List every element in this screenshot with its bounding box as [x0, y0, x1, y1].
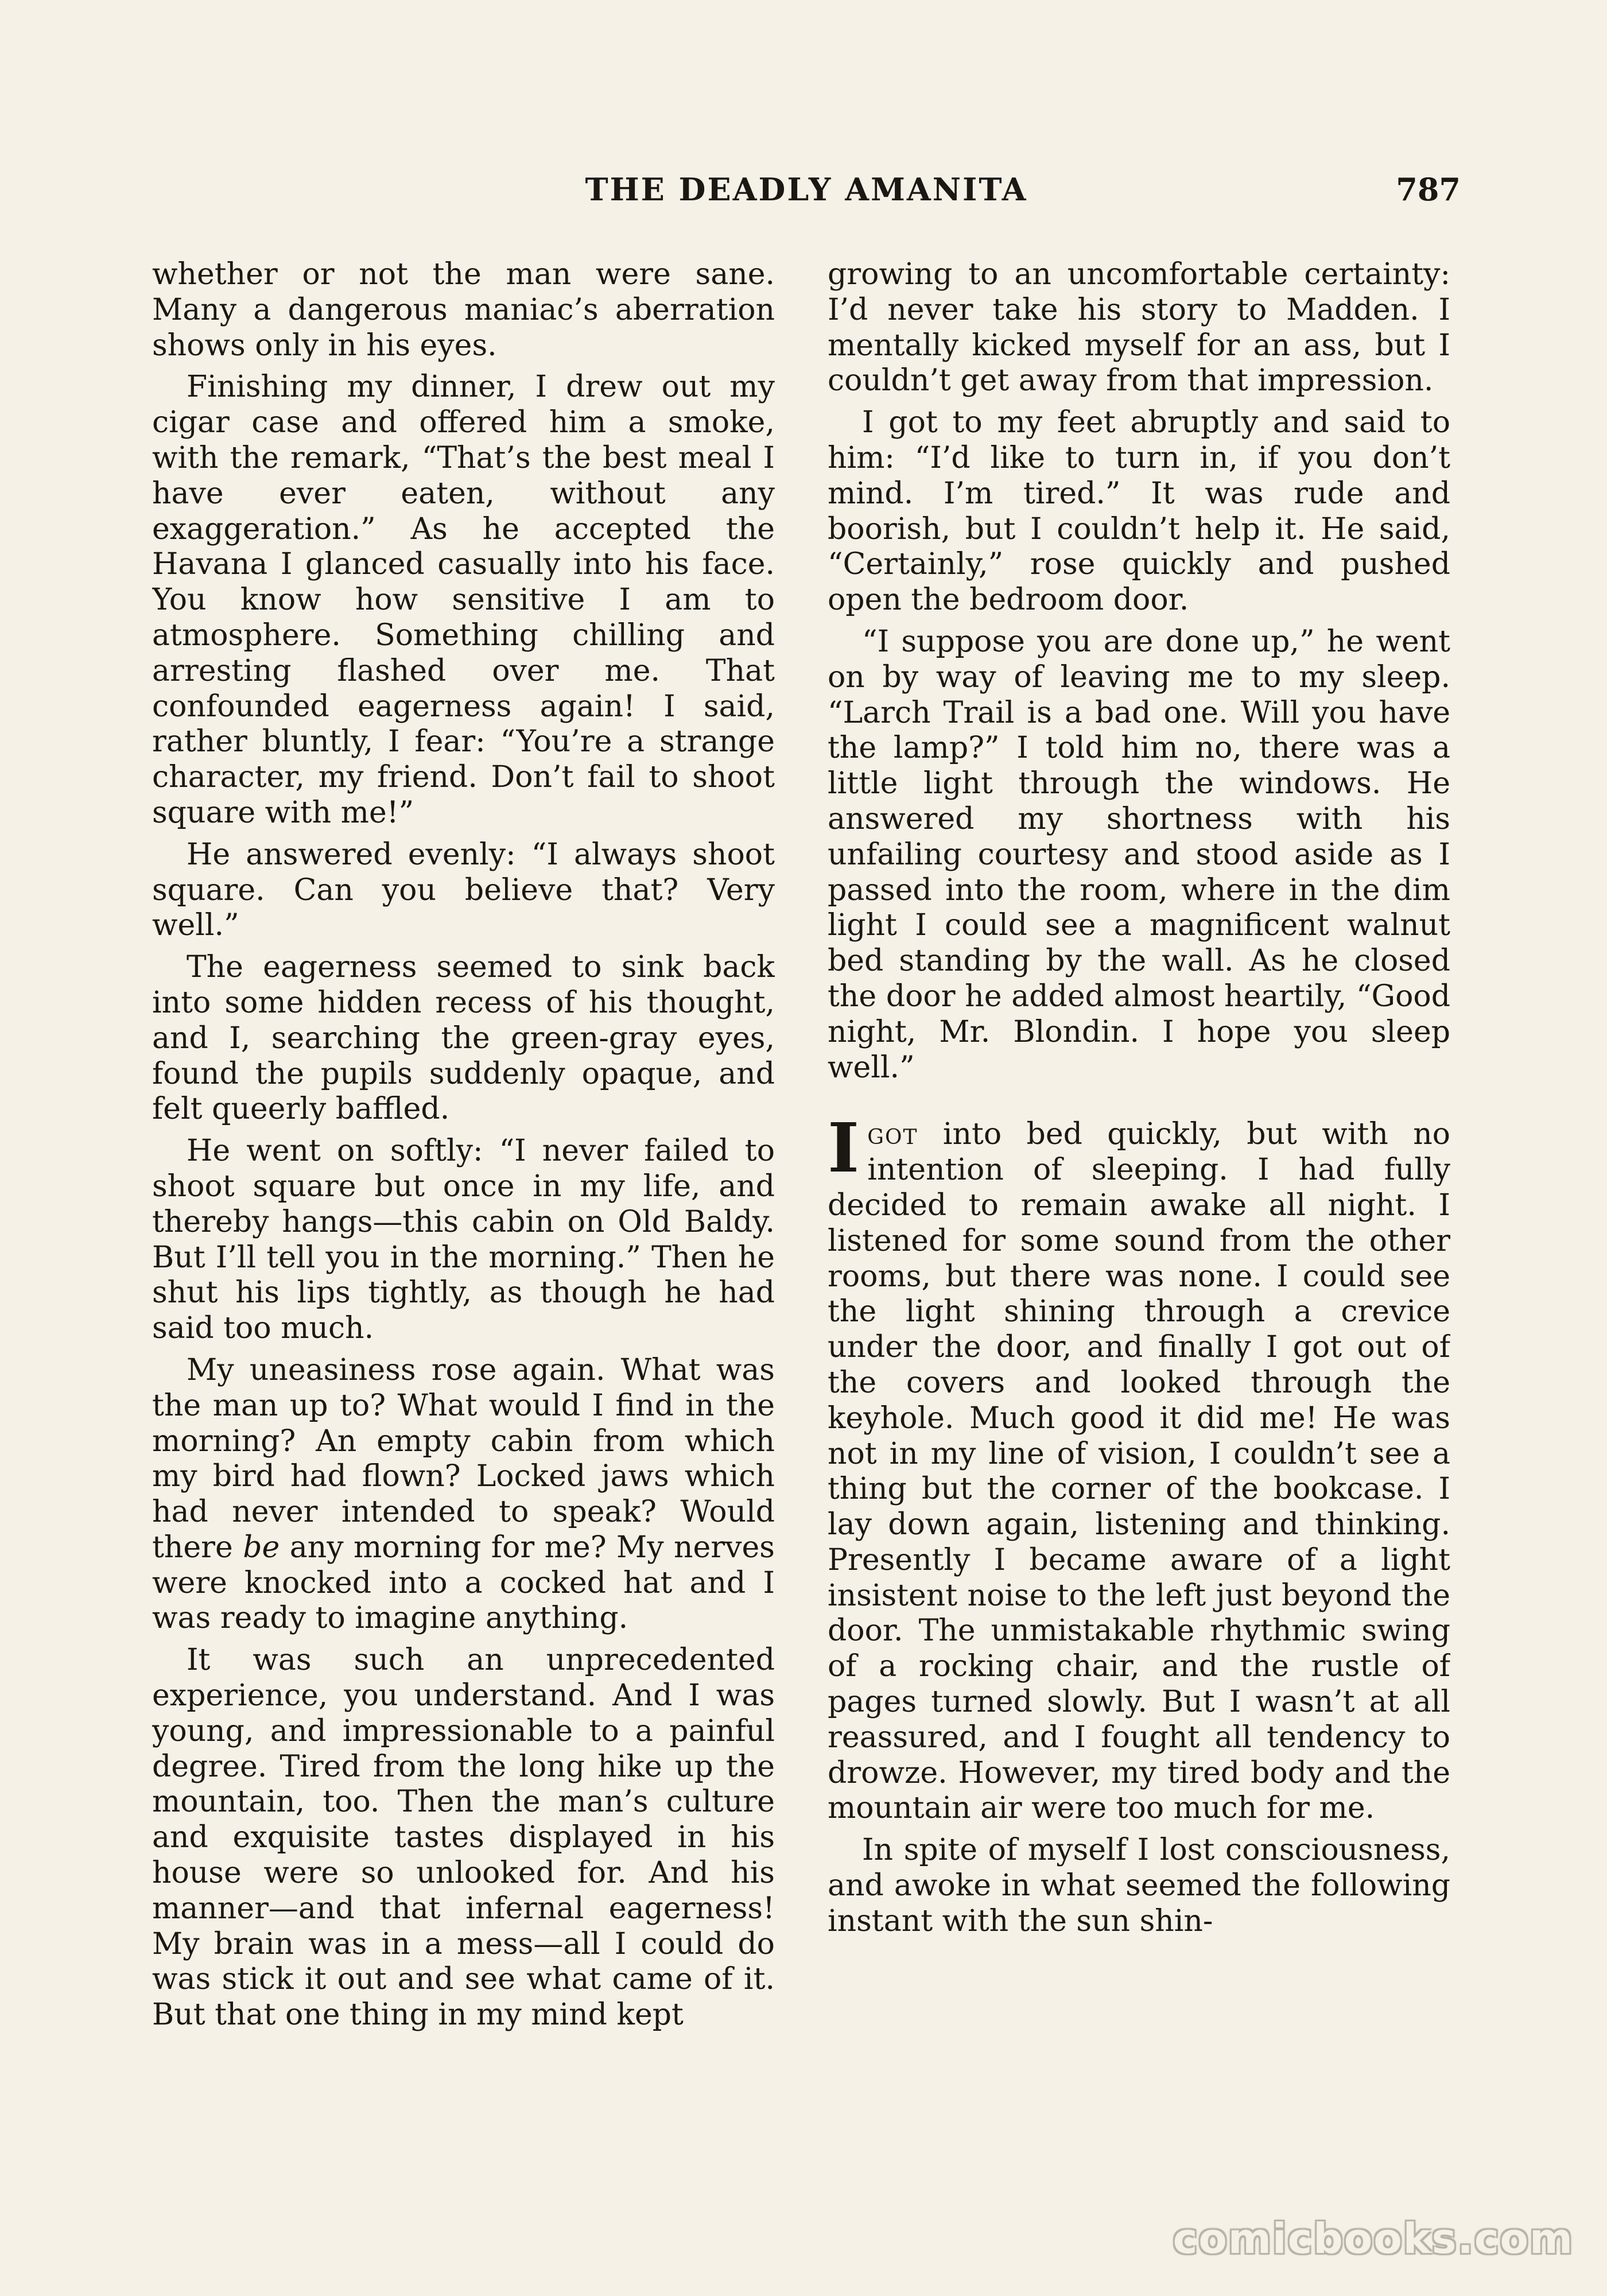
paragraph-text: any morning for me? My nerves were knocked into a cocked hat and I was ready to imagine anything. — [152, 1530, 775, 1636]
running-title: THE DEADLY AMANITA — [585, 171, 1028, 208]
section-start-paragraph — [828, 1108, 1450, 1826]
small-caps-word: got — [867, 1117, 918, 1152]
paragraph-text: into bed quickly, but with no intention of sleeping. I had fully decided to remain awake all night. I listened for some sound from the other rooms, but there was none. I could see the light shining through a crevice under the door, and finally I got out of the covers and looked through the keyhole. Much good it did me! He was not in my line of vision, I couldn’t see a thing but the corner of the bookcase. I lay down again, listening and thinking. Presently I became aware of a light insistent noise to the left just beyond the door. The unmistakable rhythmic swing of a rocking chair, and the rustle of pages turned slowly. But I wasn’t at all reassured, and I fought all tendency to drowze. However, my tired body and the mountain air were too much for me. — [828, 1117, 1450, 1826]
right-column — [828, 257, 1450, 2134]
watermark-logo: comicbooks.com — [1173, 2214, 1574, 2263]
paragraph: whether or not the man were sane. Many a dangerous maniac’s aberration shows only in his eyes. — [152, 257, 775, 363]
page-number: 787 — [1396, 171, 1461, 208]
paragraph: I got to my feet abruptly and said to him: “I’d like to turn in, if you don’t mind. I’m tired.” It was rude and boorish, but I couldn’t help it. He said, “Certainly,” rose quickly and pushed open the bedroom door. — [828, 405, 1450, 618]
paragraph: growing to an uncomfortable certainty: I’d never take his story to Madden. I mentally kicked myself for an ass, but I couldn’t get away from that impression. — [828, 257, 1450, 398]
paragraph: “I suppose you are done up,” he went on by way of leaving me to my sleep. “Larch Trail is a bad one. Will you have the lamp?” I told him no, there was a little light through the windows. He answered my shortness with his unfailing courtesy and stood aside as I passed into the room, where in the dim light I could see a magnificent walnut bed standing by the wall. As he closed the door he added almost heartily, “Good night, Mr. Blondin. I hope you sleep well.” — [828, 624, 1450, 1085]
paragraph: Finishing my dinner, I drew out my cigar case and offered him a smoke, with the remark, “That’s the best meal I have ever eaten, without any exaggeration.” As he accepted the Havana I glanced casually into his face. You know how sensitive I am to atmosphere. Something chilling and arresting flashed over me. That confounded eagerness again! I said, rather bluntly, I fear: “You’re a strange character, my friend. Don’t fail to shoot square with me!” — [152, 370, 775, 830]
italic-word: be — [243, 1530, 280, 1565]
paragraph: The eagerness seemed to sink back into some hidden recess of his thought, and I, searching the green-gray eyes, found the pupils suddenly opaque, and felt queerly baffled. — [152, 950, 775, 1127]
drop-cap: I — [828, 1108, 860, 1188]
page-header — [152, 171, 1461, 217]
left-column — [152, 257, 775, 2134]
paragraph: He answered evenly: “I always shoot square. Can you believe that? Very well.” — [152, 837, 775, 943]
paragraph: It was such an unprecedented experience, you understand. And I was young, and impressionable to a painful degree. Tired from the long hike up the mountain, too. Then the man’s culture and exquisite tastes displayed in his house were so unlooked for. And his manner—and that infernal eagerness! My brain was in a mess—all I could do was stick it out and see what came of it. But that one thing in my mind kept — [152, 1643, 775, 2033]
paragraph — [152, 1353, 775, 1636]
paragraph: He went on softly: “I never failed to shoot square but once in my life, and thereby hangs—this cabin on Old Baldy. But I’ll tell you in the morning.” Then he shut his lips tightly, as though he had said too much. — [152, 1134, 775, 1346]
paragraph-text: My uneasiness rose again. What was the man up to? What would I find in the morning? An empty cabin from which my bird had flown? Locked jaws which had never intended to speak? Would there — [152, 1352, 775, 1565]
paragraph: In spite of myself I lost consciousness, and awoke in what seemed the following instant with the sun shin- — [828, 1833, 1450, 1938]
